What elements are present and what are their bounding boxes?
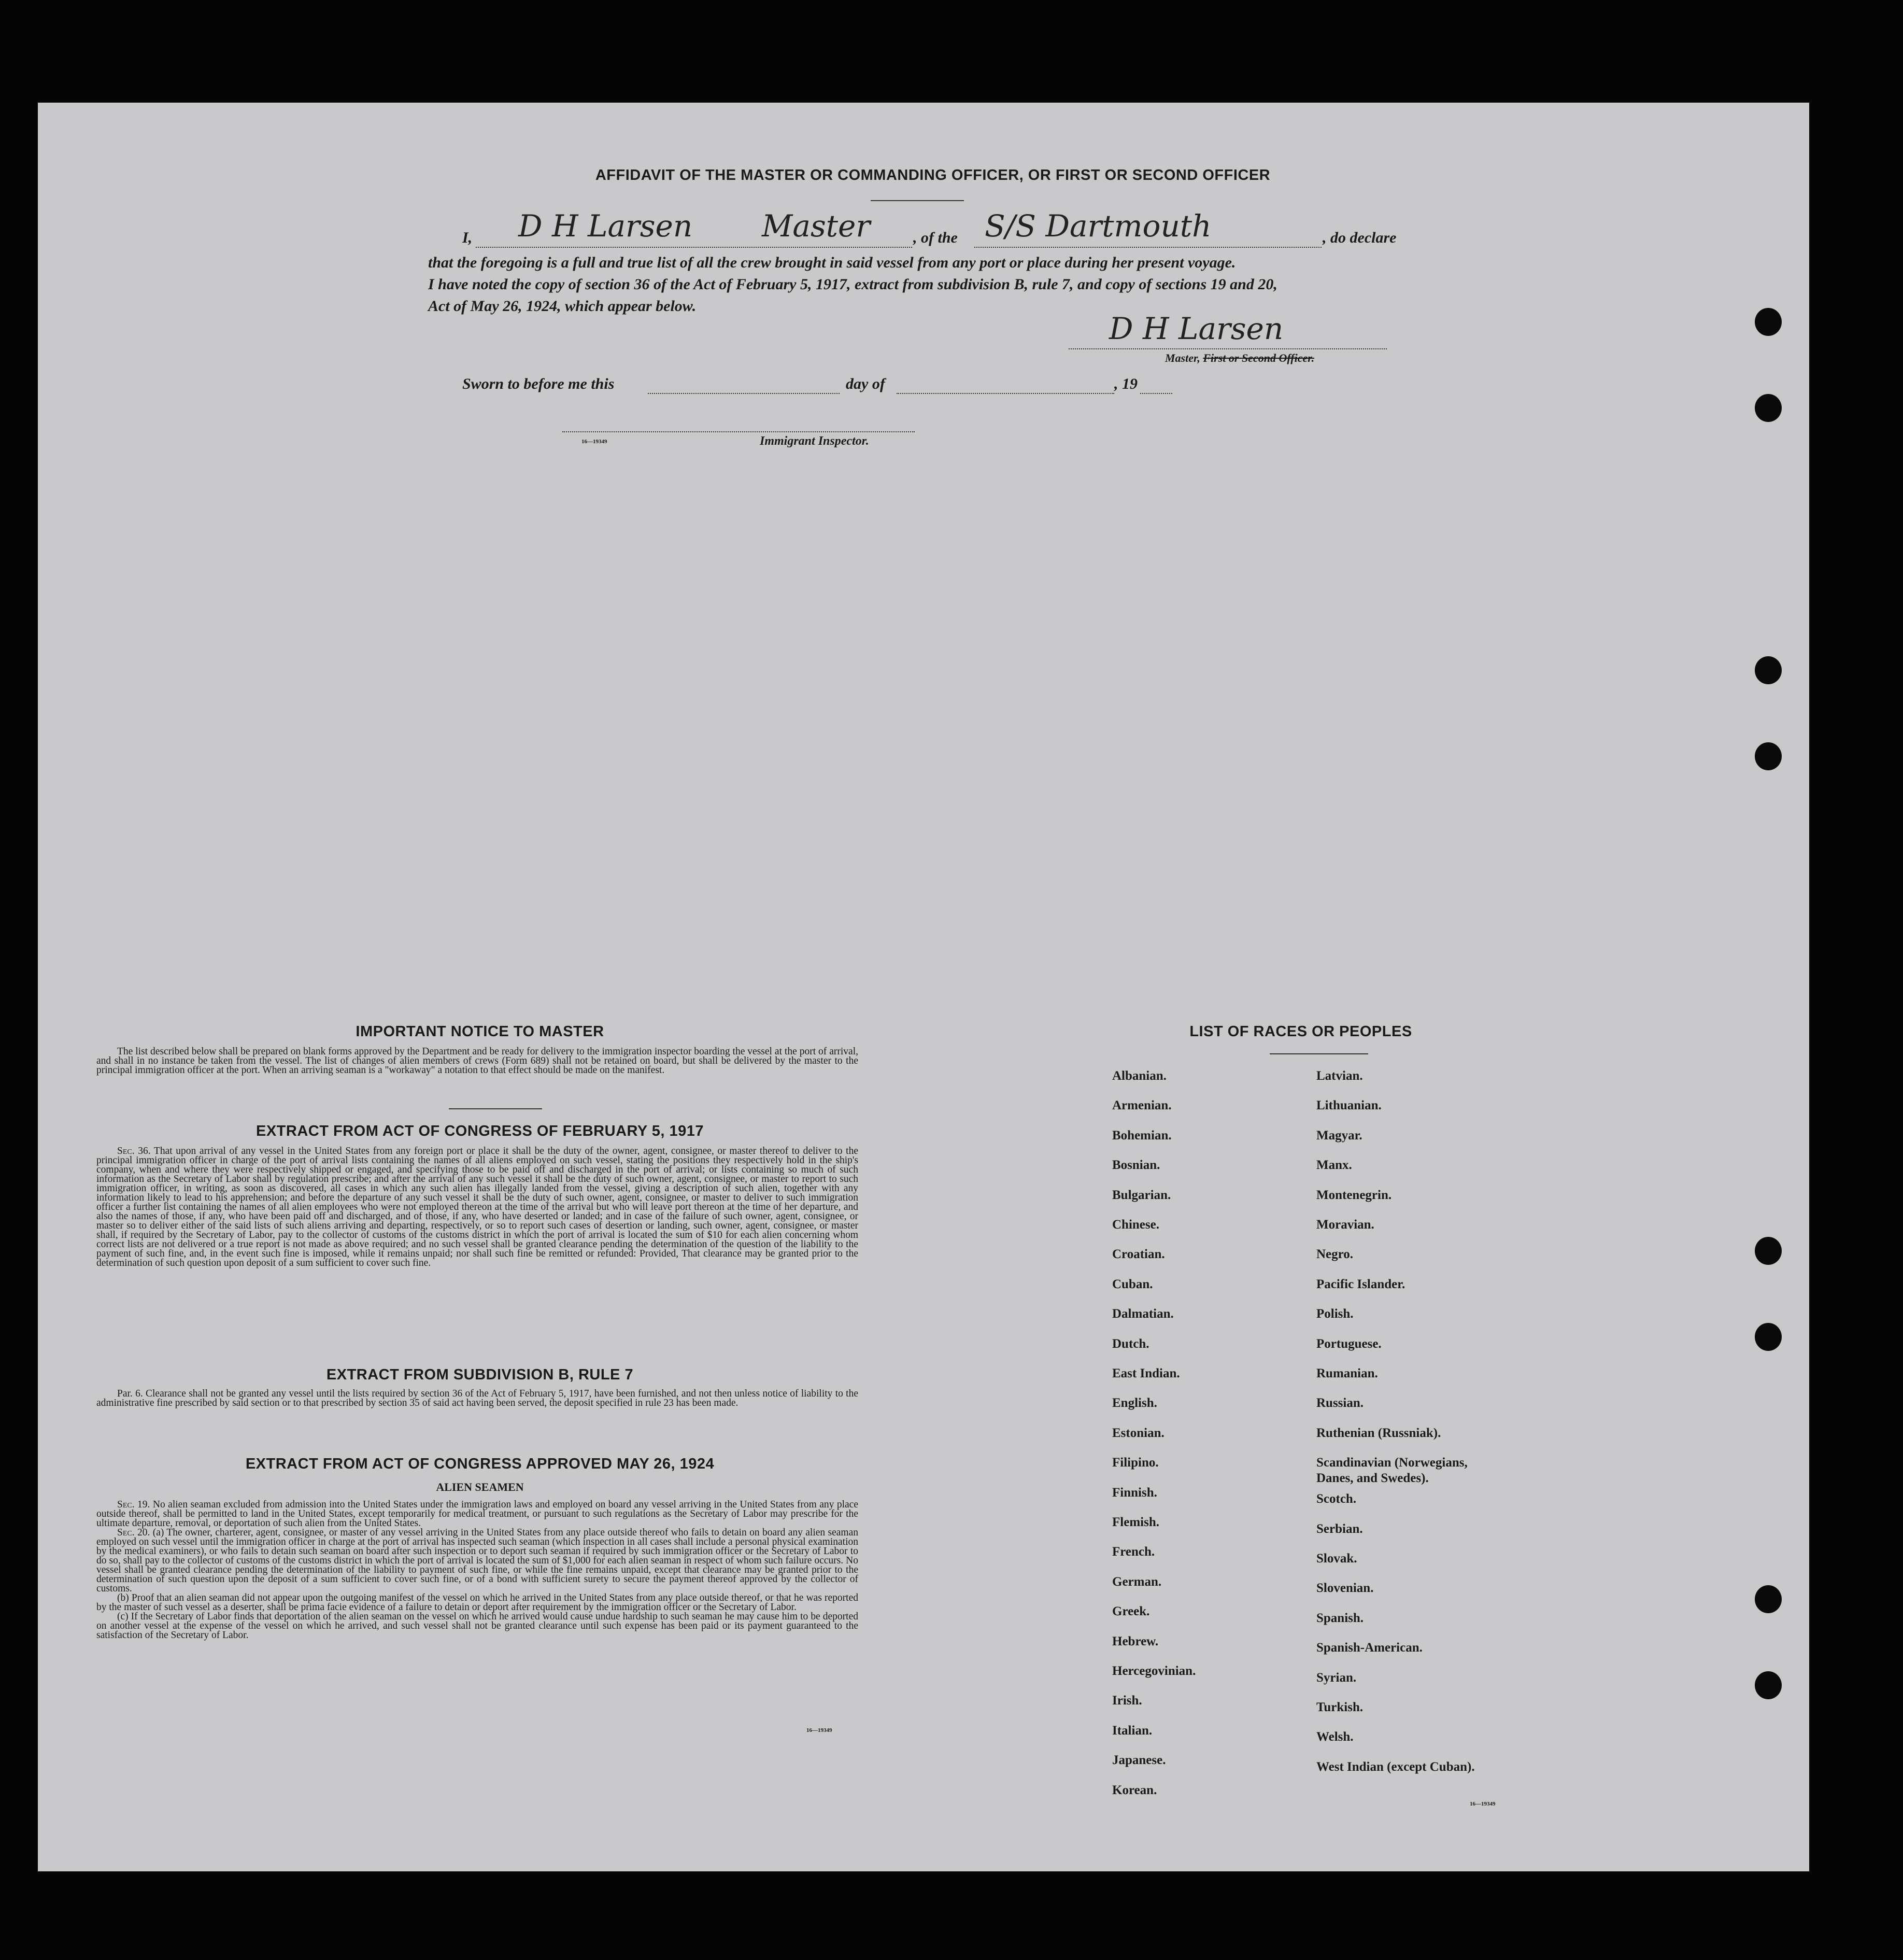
- race-item: Filipino.: [1112, 1456, 1159, 1470]
- race-item: Bulgarian.: [1112, 1188, 1171, 1202]
- race-item: Armenian.: [1112, 1098, 1172, 1113]
- race-item: Manx.: [1316, 1158, 1352, 1173]
- notice-paragraph: The list described below shall be prepared on blank forms approved by the Department and be ready for delivery to the immigration inspector boarding the vessel at the port of arrival, and shall in no instance be taken from the vessel. The list of changes of alien members of crews (Form 689) shall not be retained on board, but shall be delivered by the master to the principal immigration officer at the port. When an arriving seaman is a "workaway" a notation to that effect should be made on the manifest.: [96, 1046, 858, 1076]
- race-item: Spanish.: [1316, 1611, 1364, 1625]
- inspector-label: Immigrant Inspector.: [760, 434, 869, 448]
- race-item: Flemish.: [1112, 1515, 1159, 1529]
- race-item: Chinese.: [1112, 1218, 1159, 1232]
- affidavit-line-4: Act of May 26, 1924, which appear below.: [428, 298, 697, 315]
- race-item: Polish.: [1316, 1307, 1354, 1321]
- signature-caption: [1165, 351, 1314, 365]
- binder-hole: [1755, 742, 1782, 770]
- title-rule: [871, 200, 964, 201]
- race-item: Lithuanian.: [1316, 1098, 1382, 1113]
- handwritten-rank: Master: [762, 208, 871, 244]
- handwritten-signature: D H Larsen: [1109, 311, 1284, 346]
- race-item: Korean.: [1112, 1783, 1157, 1797]
- affidavit-line-2: that the foregoing is a full and true list of all the crew brought in said vessel from any port or place during her present voyage.: [428, 254, 1236, 271]
- vessel-line: [974, 247, 1322, 248]
- inspector-signature-line: [562, 431, 915, 432]
- sec20-label: Sec. 20.: [117, 1527, 150, 1538]
- race-item: Cuban.: [1112, 1277, 1153, 1291]
- binder-hole: [1755, 1323, 1782, 1351]
- affidavit-form-number: 16—19349: [581, 439, 607, 445]
- race-item: Albanian.: [1112, 1069, 1167, 1083]
- sworn-month-line: [897, 393, 1114, 394]
- race-item: Scandinavian (Norwegians,: [1316, 1456, 1468, 1470]
- race-item: Greek.: [1112, 1604, 1150, 1619]
- race-item: German.: [1112, 1574, 1162, 1589]
- race-item: Irish.: [1112, 1694, 1142, 1708]
- race-item: Dalmatian.: [1112, 1307, 1174, 1321]
- sec36-body: That upon arrival of any vessel in the United States from any foreign port or place it shall be the duty of the owner, agent, consignee, or master thereof to deliver to the principal immigration officer in charge of the port of arrival lists containing the names of all aliens employed on such vessel, stating the positions they respectively hold in the ship's company, when and where they were respectively shipped or engaged, and specifying those to be paid off and discharged in the port of arrival; or lists containing so much of such information as the Secretary of Labor shall by regulation prescribe; and after the arrival of any such vessel it shall be the duty of such owner, agent, consignee, or master to report to such immigration officer, in writing, as soon as discovered, all cases in which any such alien has illegally landed from the vessel, giving a description of such alien, together with any information likely to lead to his apprehension; and before the departure of any such vessel it shall be the duty of such owner, agent, consignee, or master to deliver to such immigration officer a further list containing the names of all alien employees who were not employed thereon at the time of the arrival but who will leave port thereon at the time of her departure, and also the names of those, if any, who have been paid off and discharged, and of those, if any, who have deserted or landed; and in case of the failure of such owner, agent, consignee, or master so to deliver either of the said lists of such aliens arriving and departing, respectively, or so to report such cases of desertion or landing, such owner, agent, consignee, or master shall, if required by the Secretary of Labor, pay to the collector of customs of the customs district in which the port of arrival is located the sum of $10 for each alien concerning whom correct lists are not delivered or a true report is not made as above required; and no such vessel shall be granted clearance pending the determination of the question of the liability to the payment of such fine, and, in the event such fine is imposed, while it remains unpaid; nor shall such fine be remitted or refunded: Provided, That clearance may be granted prior to the determination of such question upon deposit of a sum sufficient to cover such fine.: [96, 1146, 858, 1268]
- extract-rule7-text: [96, 1389, 858, 1408]
- race-item: Japanese.: [1112, 1753, 1166, 1768]
- race-item: Hebrew.: [1112, 1634, 1159, 1648]
- extract-rule7-title: EXTRACT FROM SUBDIVISION B, RULE 7: [326, 1366, 634, 1383]
- sec19-label: Sec. 19.: [117, 1499, 150, 1510]
- sec20b-body: (b) Proof that an alien seaman did not appear upon the outgoing manifest of the vessel on which he arrived in the United States from any place outside thereof, or that he was reported by the master of such vessel as a deserter, shall be prima facie evidence of a failure to detain or deport after requirement by the immigration officer or the Secretary of Labor.: [96, 1592, 858, 1613]
- of-the-label: , of the: [913, 229, 958, 246]
- sworn-day-line: [648, 393, 840, 394]
- binder-hole: [1755, 394, 1782, 422]
- race-item: Dutch.: [1112, 1336, 1149, 1351]
- race-item: East Indian.: [1112, 1366, 1180, 1380]
- signature-caption-struck: First or Second Officer.: [1203, 351, 1315, 364]
- race-item: Serbian.: [1316, 1521, 1363, 1536]
- affidavit-title: AFFIDAVIT OF THE MASTER OR COMMANDING OFFICER, OR FIRST OR SECOND OFFICER: [595, 167, 1271, 184]
- handwritten-vessel: S/S Dartmouth: [985, 208, 1212, 244]
- race-item: Latvian.: [1316, 1069, 1363, 1083]
- race-item: English.: [1112, 1396, 1157, 1411]
- race-item: Spanish-American.: [1316, 1641, 1423, 1655]
- extract-1917-text: [96, 1147, 858, 1268]
- race-item: Finnish.: [1112, 1485, 1157, 1500]
- binder-hole: [1755, 1237, 1782, 1265]
- binder-hole: [1755, 1671, 1782, 1699]
- race-item: Ruthenian (Russniak).: [1316, 1426, 1441, 1440]
- race-item: French.: [1112, 1545, 1155, 1559]
- sworn-label: Sworn to before me this: [462, 375, 615, 392]
- race-item: Slovenian.: [1316, 1581, 1374, 1596]
- extract-form-number: 16—19349: [806, 1727, 832, 1733]
- rule7-paragraph: Par. 6. Clearance shall not be granted any vessel until the lists required by section 36 of the Act of February 5, 1917, have been furnished, and not then unless notice of liability to the administrative fine prescribed by said section or to that prescribed by section 35 of said act having been served, the deposit specified in rule 23 has been made.: [96, 1388, 858, 1408]
- race-item: Syrian.: [1316, 1670, 1357, 1685]
- race-item: Portuguese.: [1316, 1336, 1382, 1351]
- notice-rule: [449, 1108, 542, 1109]
- affidavit-i-label: I,: [462, 229, 473, 246]
- extract-1924-title: EXTRACT FROM ACT OF CONGRESS APPROVED MAY 26, 1924: [245, 1456, 715, 1472]
- signature-caption-prefix: Master,: [1165, 351, 1203, 364]
- sec20c-body: (c) If the Secretary of Labor finds that deportation of the alien seaman on the vessel on which he arrived would cause undue hardship to such seaman he may cause him to be deported on another vessel at the expense of the vessel on which he arrived, and such vessel shall not be granted clearance until such expense has been paid or its payment guaranteed to the satisfaction of the Secretary of Labor.: [96, 1611, 858, 1641]
- sec20a-body: (a) The owner, charterer, agent, consignee, or master of any vessel arriving in the United States from any place outside thereof who fails to detain on board any alien seaman employed on such vessel until the immigration officer in charge at the port of arrival has inspected such seaman (which inspection in all cases shall include a personal physical examination by the medical examiners), or who fails to detain such seaman on board after such inspection or to deport such seaman if required by such immigration officer or the Secretary of Labor to do so, shall pay to the collector of customs of the customs district in which the port of arrival is located the sum of $1,000 for each alien seaman in respect of whom such failure occurs. No vessel shall be granted clearance pending the determination of the liability to payment of such fine, or while the fine remains unpaid, except that clearance may be granted prior to the determination of such question upon the deposit of a sum sufficient to cover such fine, or of a bond with sufficient surety to secure the payment thereof approved by the collector of customs.: [96, 1527, 858, 1594]
- race-item: Slovak.: [1316, 1552, 1357, 1566]
- notice-text: [96, 1047, 858, 1075]
- sworn-year-line: [1140, 393, 1172, 394]
- race-item: Negro.: [1316, 1247, 1354, 1262]
- race-item: Bosnian.: [1112, 1158, 1160, 1173]
- race-item: Rumanian.: [1316, 1366, 1378, 1380]
- alien-seamen-subtitle: ALIEN SEAMEN: [436, 1480, 524, 1493]
- race-item: West Indian (except Cuban).: [1316, 1759, 1475, 1774]
- race-item: Pacific Islander.: [1316, 1277, 1405, 1291]
- sec36-label: Sec. 36.: [117, 1146, 151, 1157]
- day-of-label: day of: [846, 375, 885, 392]
- race-item: Magyar.: [1316, 1128, 1362, 1143]
- race-item: Estonian.: [1112, 1426, 1164, 1440]
- binder-hole: [1755, 656, 1782, 684]
- sec19-body: No alien seaman excluded from admission into the United States under the immigration laws and employed on board any vessel arriving in the United States from any place outside thereof, shall be permitted to land in the United States, except temporarily for medical treatment, or pursuant to such regulations as the Secretary of Labor may prescribe for the ultimate departure, removal, or deportation of such alien from the United States.: [96, 1499, 858, 1529]
- race-item: Hercegovinian.: [1112, 1664, 1196, 1678]
- year-label: , 19: [1114, 375, 1138, 392]
- race-item: Turkish.: [1316, 1700, 1364, 1714]
- handwritten-name: D H Larsen: [518, 208, 693, 244]
- race-item: Montenegrin.: [1316, 1188, 1392, 1202]
- race-item: Croatian.: [1112, 1247, 1165, 1262]
- races-title: LIST OF RACES OR PEOPLES: [1189, 1023, 1412, 1040]
- notice-title: IMPORTANT NOTICE TO MASTER: [356, 1023, 604, 1040]
- signature-line: [1069, 348, 1387, 349]
- race-item: Danes, and Swedes).: [1316, 1471, 1429, 1486]
- race-item: Bohemian.: [1112, 1128, 1172, 1143]
- race-item: Italian.: [1112, 1723, 1153, 1738]
- name-line: [476, 247, 912, 248]
- binder-hole: [1755, 1585, 1782, 1613]
- race-item: Welsh.: [1316, 1730, 1354, 1744]
- extract-1924-text: [96, 1500, 858, 1640]
- binder-hole: [1755, 308, 1782, 336]
- race-item: Moravian.: [1316, 1218, 1374, 1232]
- affidavit-line-3: I have noted the copy of section 36 of the Act of February 5, 1917, extract from subdivision B, rule 7, and copy of sections 19 and 20,: [428, 276, 1277, 293]
- races-rule: [1270, 1053, 1368, 1054]
- race-item: Scotch.: [1316, 1492, 1357, 1506]
- do-declare-label: , do declare: [1323, 229, 1397, 246]
- extract-1917-title: EXTRACT FROM ACT OF CONGRESS OF FEBRUARY 5, 1917: [255, 1123, 704, 1139]
- race-item: Russian.: [1316, 1396, 1364, 1411]
- races-form-number: 16—19349: [1470, 1801, 1496, 1807]
